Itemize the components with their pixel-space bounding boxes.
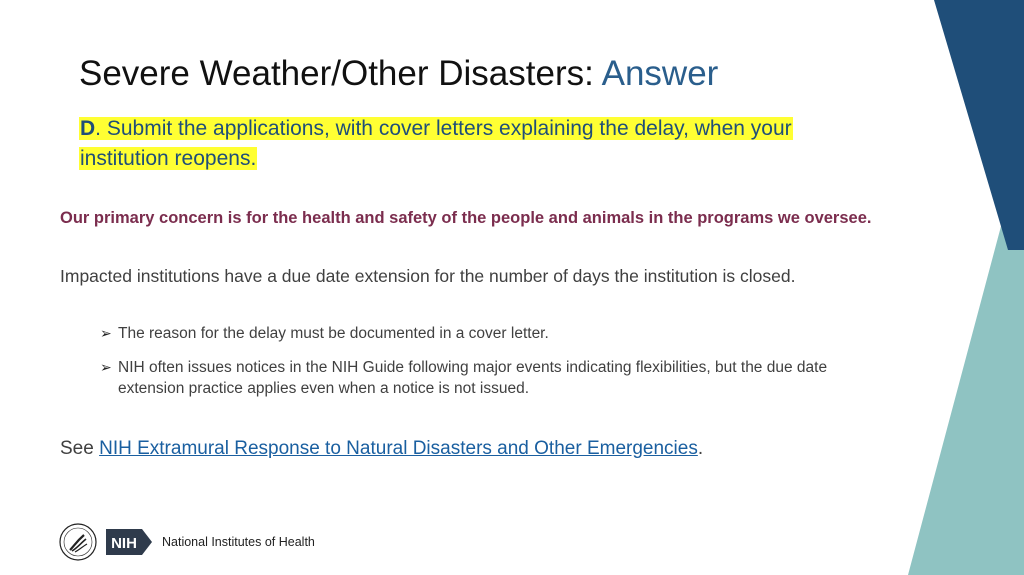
impact-text: Impacted institutions have a due date extension for the number of days the institution is closed. (60, 266, 796, 286)
nih-disaster-response-link[interactable]: NIH Extramural Response to Natural Disasters and Other Emergencies (99, 438, 698, 459)
bullet-item (100, 323, 870, 344)
answer-letter: D (80, 117, 96, 140)
see-prefix: See (60, 438, 100, 459)
nih-logo-icon (106, 527, 154, 557)
title-accent: Answer (601, 54, 719, 93)
hhs-seal-icon (58, 522, 98, 562)
primary-concern-text: Our primary concern is for the health and safety of the people and animals in the programs we oversee. (60, 209, 872, 227)
nih-badge-text: NIH (111, 535, 137, 552)
title-main: Severe Weather/Other Disasters: (79, 54, 602, 93)
answer-statement (79, 114, 849, 174)
see-suffix: . (697, 438, 704, 459)
nih-org-name: National Institutes of Health (162, 535, 315, 549)
bullet-text: NIH often issues notices in the NIH Guide following major events indicating flexibilities, but the due date extension practice applies even when a notice is not issued. (118, 359, 828, 397)
slide-title (79, 54, 718, 94)
arrow-bullet-icon: ➢ (100, 359, 112, 375)
see-reference (60, 436, 703, 461)
bullet-text: The reason for the delay must be documented in a cover letter. (118, 325, 549, 342)
answer-text: . Submit the applications, with cover letters explaining the delay, when your institution reopens. (80, 117, 792, 170)
bullet-item (100, 357, 870, 399)
arrow-bullet-icon: ➢ (100, 325, 112, 341)
footer-logos (58, 520, 315, 564)
